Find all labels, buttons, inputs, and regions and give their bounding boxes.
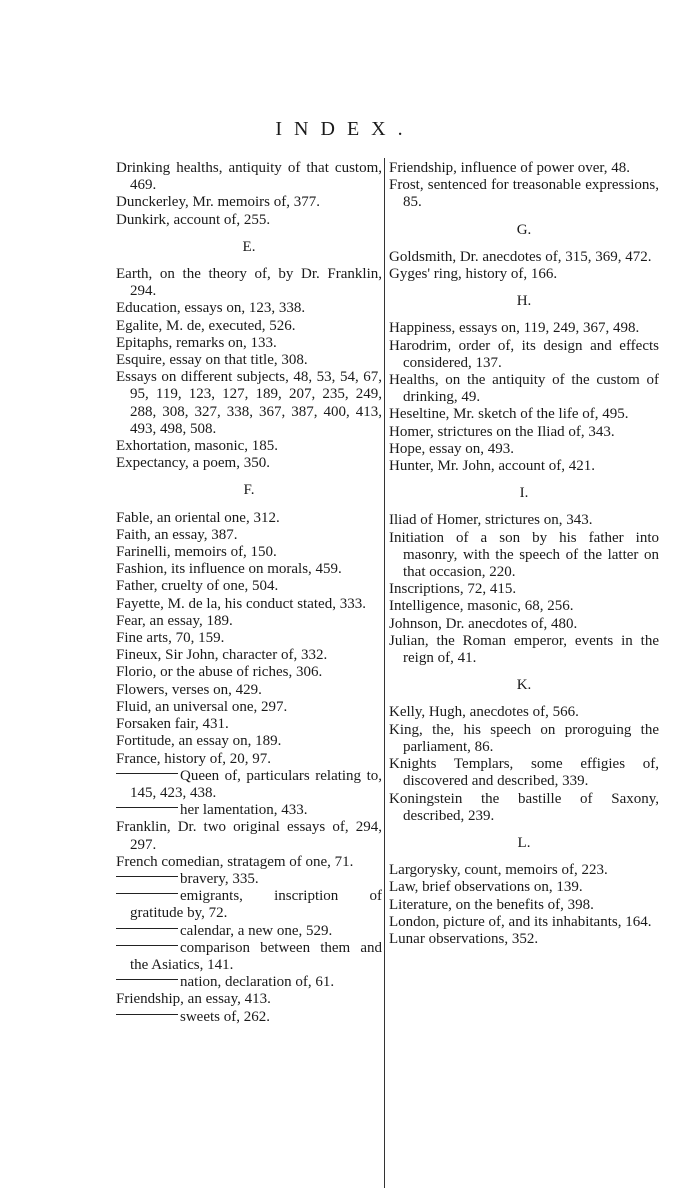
index-entry	[389, 914, 659, 931]
entry-text: Fortitude, an essay on, 189.	[116, 733, 282, 750]
index-entry	[116, 544, 382, 561]
entry-text: Largorysky, count, memoirs of, 223.	[389, 862, 608, 879]
index-entry	[389, 722, 659, 756]
ditto-dash	[116, 773, 178, 774]
entry-text: Drinking healths, antiquity of that custom, 469.	[116, 160, 382, 194]
entry-text: Fear, an essay, 189.	[116, 612, 233, 629]
entry-text: Heseltine, Mr. sketch of the life of, 495.	[389, 406, 629, 423]
index-entry	[116, 819, 382, 853]
entry-text: Healths, on the antiquity of the custom of drinking, 49.	[389, 372, 659, 406]
index-subentry	[116, 940, 382, 974]
index-entry	[116, 160, 382, 194]
index-entry	[389, 791, 659, 825]
index-entry	[389, 581, 659, 598]
index-entry	[116, 561, 382, 578]
index-entry	[116, 991, 382, 1008]
index-subentry	[116, 1009, 382, 1026]
index-entry	[389, 756, 659, 790]
ditto-dash	[116, 945, 178, 946]
entry-text: Friendship, influence of power over, 48.	[389, 160, 631, 176]
entry-text: Frost, sentenced for treasonable expressions, 85.	[389, 177, 659, 211]
ditto-dash	[116, 979, 178, 980]
page-title: INDEX.	[275, 118, 415, 140]
entry-text: Lunar observations, 352.	[389, 930, 539, 947]
entry-text: Law, brief observations on, 139.	[389, 879, 583, 896]
index-entry	[389, 160, 659, 177]
entry-text: Knights Templars, some effigies of, discovered and described, 339.	[389, 756, 659, 790]
right-column	[389, 160, 659, 948]
entry-text: Fine arts, 70, 159.	[116, 630, 225, 647]
index-entry	[389, 266, 659, 283]
entry-text: emigrants, inscription of gratitude by, 72.	[130, 888, 382, 922]
entry-text: Harodrim, order of, its design and effects considered, 137.	[389, 337, 659, 371]
index-entry	[389, 633, 659, 667]
left-column	[116, 160, 382, 1026]
entry-text: Kelly, Hugh, anecdotes of, 566.	[389, 704, 579, 721]
index-entry	[116, 438, 382, 455]
index-entry	[389, 249, 659, 266]
index-entry	[116, 510, 382, 527]
index-entry	[116, 212, 382, 229]
entry-text: Happiness, essays on, 119, 249, 367, 498.	[389, 320, 640, 337]
index-entry	[116, 194, 382, 211]
entry-text: Iliad of Homer, strictures on, 343.	[389, 512, 593, 529]
index-entry	[389, 512, 659, 529]
entry-text: Education, essays on, 123, 338.	[116, 300, 306, 317]
entry-text: Fable, an oriental one, 312.	[116, 509, 280, 526]
index-entry	[116, 682, 382, 699]
entry-text: Esquire, essay on that title, 308.	[116, 352, 308, 369]
entry-text: nation, declaration of, 61.	[180, 974, 335, 991]
index-entry	[116, 854, 382, 871]
entry-text: Earth, on the theory of, by Dr. Franklin, 294.	[116, 266, 382, 300]
index-entry	[116, 369, 382, 438]
index-entry	[116, 751, 382, 768]
entry-text: Initiation of a son by his father into masonry, with the speech of the latter on that occasion, 220.	[389, 529, 659, 581]
entry-text: Hope, essay on, 493.	[389, 440, 514, 457]
entry-text: Father, cruelty of one, 504.	[116, 578, 279, 595]
index-entry	[389, 406, 659, 423]
entry-text: France, history of, 20, 97.	[116, 750, 271, 767]
entry-text: Fayette, M. de la, his conduct stated, 333.	[116, 595, 366, 612]
index-entry	[116, 664, 382, 681]
entry-text: Friendship, an essay, 413.	[116, 991, 271, 1008]
column-divider	[384, 158, 385, 1188]
entry-text: King, the, his speech on proroguing the parliament, 86.	[389, 721, 659, 755]
index-entry	[116, 527, 382, 544]
entry-text: Forsaken fair, 431.	[116, 716, 229, 733]
entry-text: Gyges' ring, history of, 166.	[389, 266, 558, 283]
entry-text: Flowers, verses on, 429.	[116, 681, 262, 698]
index-subentry	[116, 923, 382, 940]
entry-text: Fluid, an universal one, 297.	[116, 698, 288, 715]
entry-text: Homer, strictures on the Iliad of, 343.	[389, 423, 615, 440]
entry-text: comparison between them and the Asiatics, 141.	[130, 939, 382, 973]
index-entry	[116, 578, 382, 595]
index-entry	[389, 897, 659, 914]
index-subentry	[116, 888, 382, 922]
section-letter: I.	[519, 485, 529, 502]
index-entry	[389, 424, 659, 441]
entry-text: Julian, the Roman emperor, events in the reign of, 41.	[389, 632, 659, 667]
index-entry	[116, 352, 382, 369]
index-subentry	[116, 974, 382, 991]
index-entry	[389, 879, 659, 896]
section-letter: H.	[516, 293, 532, 310]
index-entry	[116, 300, 382, 317]
index-entry	[389, 704, 659, 721]
ditto-dash	[116, 893, 178, 894]
index-entry	[389, 862, 659, 879]
index-entry	[389, 441, 659, 458]
entry-text: Fineux, Sir John, character of, 332.	[116, 647, 328, 664]
entry-text: French comedian, stratagem of one, 71.	[116, 853, 354, 870]
entry-text: Koningstein the bastille of Saxony, described, 239.	[389, 790, 659, 824]
section-letter: F.	[243, 482, 255, 499]
entry-text: Fashion, its influence on morals, 459.	[116, 561, 342, 578]
index-entry	[389, 598, 659, 615]
index-entry	[389, 372, 659, 406]
index-entry	[389, 931, 659, 948]
entry-text: Queen of, particulars relating to, 145, 423, 438.	[130, 767, 382, 801]
entry-text: Franklin, Dr. two original essays of, 294, 297.	[116, 819, 382, 853]
entry-text: Exhortation, masonic, 185.	[116, 438, 279, 455]
entry-text: Dunkirk, account of, 255.	[116, 211, 271, 228]
section-letter: E.	[242, 238, 256, 255]
entry-text: London, picture of, and its inhabitants, 164.	[389, 913, 652, 930]
entry-text: calendar, a new one, 529.	[180, 922, 333, 939]
entry-text: Inscriptions, 72, 415.	[389, 581, 517, 598]
entry-text: Intelligence, masonic, 68, 256.	[389, 598, 574, 615]
index-entry	[116, 318, 382, 335]
entry-text: her lamentation, 433.	[180, 802, 308, 819]
entry-text: Johnson, Dr. anecdotes of, 480.	[389, 615, 578, 632]
entry-text: bravery, 335.	[180, 870, 259, 887]
index-entry	[116, 266, 382, 300]
section-letter: G.	[516, 221, 532, 238]
index-entry	[116, 733, 382, 750]
index-entry	[116, 716, 382, 733]
entry-text: sweets of, 262.	[180, 1008, 270, 1025]
entry-text: Hunter, Mr. John, account of, 421.	[389, 458, 596, 475]
entry-text: Literature, on the benefits of, 398.	[389, 896, 594, 913]
entry-text: Essays on different subjects, 48, 53, 54, 67, 95, 119, 123, 127, 189, 207, 235, 249, 288, 308, 327, 338, 367, 387, 400, 413, 493, 498, 508.	[116, 369, 382, 437]
index-subentry	[116, 802, 382, 819]
index-subentry	[116, 768, 382, 802]
entry-text: Faith, an essay, 387.	[116, 526, 238, 543]
entry-text: Epitaphs, remarks on, 133.	[116, 334, 277, 351]
ditto-dash	[116, 928, 178, 929]
index-entry	[116, 699, 382, 716]
index-entry	[389, 177, 659, 211]
ditto-dash	[116, 807, 178, 808]
index-entry	[389, 320, 659, 337]
entry-text: Dunckerley, Mr. memoirs of, 377.	[116, 194, 320, 211]
entry-text: Expectancy, a poem, 350.	[116, 455, 270, 472]
index-entry	[116, 647, 382, 664]
index-entry	[389, 616, 659, 633]
index-subentry	[116, 871, 382, 888]
entry-text: Goldsmith, Dr. anecdotes of, 315, 369, 472.	[389, 248, 652, 265]
index-entry	[389, 338, 659, 372]
index-entry	[116, 335, 382, 352]
index-entry	[116, 596, 382, 613]
section-letter: K.	[516, 677, 532, 694]
entry-text: Egalite, M. de, executed, 526.	[116, 317, 296, 334]
index-entry	[116, 455, 382, 472]
ditto-dash	[116, 876, 178, 877]
index-entry	[116, 613, 382, 630]
index-entry	[389, 530, 659, 582]
entry-text: Farinelli, memoirs of, 150.	[116, 544, 277, 561]
index-entry	[389, 458, 659, 475]
index-entry	[116, 630, 382, 647]
section-letter: L.	[517, 834, 531, 851]
entry-text: Florio, or the abuse of riches, 306.	[116, 664, 323, 681]
ditto-dash	[116, 1014, 178, 1015]
